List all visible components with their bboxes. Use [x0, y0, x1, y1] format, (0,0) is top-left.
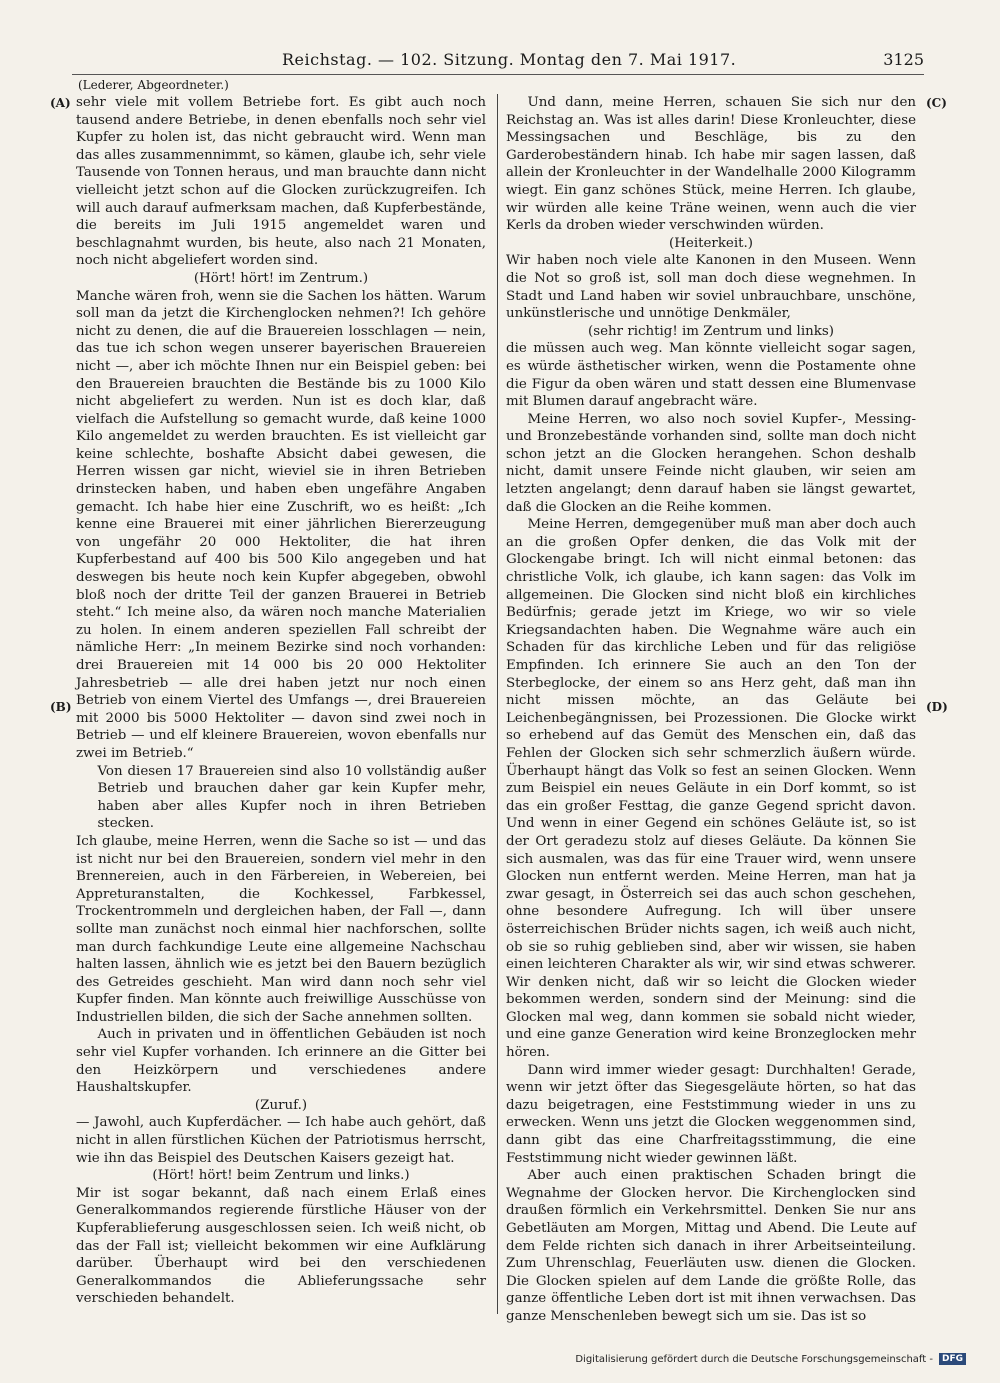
- paragraph: (Hört! hört! im Zentrum.): [193, 270, 369, 286]
- right-column: [506, 94, 916, 1326]
- margin-marker-b: (B): [50, 700, 72, 714]
- paragraph: (sehr richtig! im Zentrum und links): [588, 323, 834, 339]
- footer: [575, 1353, 966, 1365]
- footer-credit: Digitalisierung gefördert durch die Deutsche Forschungsgemeinschaft -: [575, 1353, 933, 1365]
- dfg-logo: DFG: [939, 1353, 966, 1365]
- paragraph: Und dann, meine Herren, schauen Sie sich nur den Reichstag an. Was ist alles darin! Diese Kronleuchter, diese Messingsachen und Beschläge, bis zu den Garderobeständern hinab. Ich habe mir sagen lassen, daß allein der Kronleuchter in der Wandelhalle 2000 Kilogramm wiegt. Ein ganz schönes Stück, meine Herren. Ich glaube, wir würden alle keine Träne weinen, wenn auch die vier Kerls da droben wieder verschwinden würden.: [506, 95, 916, 234]
- paragraph: Von diesen 17 Brauereien sind also 10 vollständig außer Betrieb und brauchen daher gar kein Kupfer mehr, haben aber alles Kupfer noch in ihren Betrieben stecken.: [97, 763, 486, 832]
- paragraph: Auch in privaten und in öffentlichen Gebäuden ist noch sehr viel Kupfer vorhanden. Ich erinnere an die Gitter bei den Heizkörpern und verschiedenes andere Haushaltskupfer.: [76, 1027, 486, 1096]
- paragraph: (Hört! hört! beim Zentrum und links.): [152, 1168, 410, 1184]
- paragraph: Ich glaube, meine Herren, wenn die Sache so ist — und das ist nicht nur bei den Brauereien, sondern viel mehr in den Brennereien, auch in den Färbereien, in Webereien, bei Appreturanstalten, die Kochkessel, Farbkessel, Trockentrommeln und dergleichen haben, der Fall —, dann sollte man zunächst noch einmal hier nachforschen, sollte man durch fachkundige Leute eine allgemeine Nachschau halten lassen, ähnlich wie es jetzt bei den Bauern bezüglich des Getreides geschieht. Man wird dann noch sehr viel Kupfer finden. Man könnte auch freiwillige Ausschüsse von Industriellen bilden, die sich der Sache annehmen sollten.: [76, 833, 486, 1025]
- margin-marker-d: (D): [926, 700, 948, 714]
- paragraph: (Heiterkeit.): [669, 235, 753, 251]
- paragraph: Aber auch einen praktischen Schaden bringt die Wegnahme der Glocken hervor. Die Kirchenglocken sind draußen förmlich ein Verkehrsmittel. Denken Sie nur ans Gebetläuten am Morgen, Mittag und Abend. Die Leute auf dem Felde richten sich danach in ihrer Arbeitseinteilung. Zum Uhrenschlag, Feuerläuten usw. dienen die Glocken. Die Glocken spielen auf dem Lande die größte Rolle, das ganze öffentliche Leben dort ist mit ihnen verwachsen. Das ganze Menschenleben bewegt sich um sie. Das ist so: [506, 1168, 916, 1324]
- column-divider: [497, 94, 498, 1314]
- paragraph: Meine Herren, demgegenüber muß man aber doch auch an die großen Opfer denken, die das Volk mit der Glockengabe bringt. Ich will nicht einmal betonen: das christliche Volk, ich glaube, ich kann sagen: das Volk im allgemeinen. Die Glocken sind nicht bloß ein kirchliches Bedürfnis; gerade jetzt im Kriege, wo wir so viele Kriegsandachten haben. Die Wegnahme wäre auch ein Schaden für das kirchliche Leben und für das religiöse Empfinden. Ich erinnere Sie auch an den Ton der Sterbeglocke, der einem so ans Herz geht, daß man ihn nicht missen möchte, an das Geläute bei Leichenbegängnissen, bei Prozessionen. Die Glocke wirkt so erhebend auf das Gemüt des Menschen ein, daß das Fehlen der Glocken sich sehr schmerzlich äußern würde. Überhaupt hängt das Volk so fest an seinen Glocken. Wenn zum Beispiel ein neues Geläute in ein Dorf kommt, so ist das ein großer Festtag, die ganze Gegend spricht davon. Und wenn in einer Gegend ein schönes Geläute ist, so ist der Ort geradezu stolz auf dieses Geläute. Da können Sie sich ausmalen, was das für eine Trauer wird, wenn unsere Glocken nun entfernt werden. Meine Herren, man hat ja zwar gesagt, in Österreich sei das auch schon geschehen, ohne besondere Aufregung. Ich will über unsere österreichischen Brüder nichts sagen, ich weiß auch nicht, ob sie so ruhig geblieben sind, aber wir wissen, sie haben einen leichteren Charakter als wir, wir sind etwas schwerer. Wir denken nicht, daß wir so leicht die Glocken wieder bekommen werden, sondern sind der Meinung: sind die Glocken mal weg, dann kommen sie sobald nicht wieder, und eine ganze Generation wird keine Bronzeglocken mehr hören.: [506, 517, 916, 1061]
- running-title: Reichstag. — 102. Sitzung. Montag den 7. Mai 1917.: [282, 50, 737, 69]
- margin-marker-c: (C): [926, 96, 947, 110]
- margin-marker-a: (A): [50, 96, 71, 110]
- page-header: [72, 48, 924, 76]
- speaker-label: (Lederer, Abgeordneter.): [78, 78, 229, 92]
- paragraph: Manche wären froh, wenn sie die Sachen los hätten. Warum soll man da jetzt die Kirchenglocken nehmen?! Ich gehöre nicht zu denen, die auf die Brauereien losschlagen — nein, das tue ich schon wegen unserer bayerischen Brauereien nicht —, aber ich möchte Ihnen nur ein Beispiel geben: bei den Brauereien brauchten die Bestände bis zu 1000 Kilo nicht abgeliefert zu werden. Nun ist es doch klar, daß vielfach die Aufstellung so gemacht wurde, daß keine 1000 Kilo angemeldet zu werden brauchten. Es ist vielleicht gar keine schlechte, boshafte Absicht dabei gewesen, die Herren wissen gar nicht, wieviel sie in ihren Betrieben drinstecken haben, und haben eben ungefähre Angaben gemacht. Ich habe hier eine Zuschrift, wo es heißt: „Ich kenne eine Brauerei mit einer jährlichen Biererzeugung von ungefähr 20 000 Hektoliter, die hat ihren Kupferbestand auf 400 bis 500 Kilo angegeben und hat deswegen bis heute noch kein Kupfer abgegeben, obwohl bloß noch der dritte Teil der ganzen Brauerei in Betrieb steht.“ Ich meine also, da wären noch manche Materialien zu holen. In einem anderen speziellen Fall schreibt der nämliche Herr: „In meinem Bezirke sind noch vorhanden: drei Brauereien mit 14 000 bis 20 000 Hektoliter Jahresbetrieb — alle drei haben jetzt nur noch einen Betrieb von einem Viertel des Umfangs —, drei Brauereien mit 2000 bis 5000 Hektoliter — davon sind zwei noch in Betrieb — und elf kleinere Brauereien, wovon ebenfalls nur zwei im Betrieb.“: [76, 288, 486, 761]
- paragraph: — Jawohl, auch Kupferdächer. — Ich habe auch gehört, daß nicht in allen fürstlichen Küchen der Patriotismus herrscht, wie ihn das Beispiel des Deutschen Kaisers gezeigt hat.: [76, 1115, 486, 1166]
- paragraph: Dann wird immer wieder gesagt: Durchhalten! Gerade, wenn wir jetzt öfter das Siegesgeläute hörten, so hat das dazu beigetragen, eine Feststimmung wieder in uns zu erwecken. Wenn uns jetzt die Glocken weggenommen sind, dann gibt das eine Charfreitagsstimmung, die eine Feststimmung nicht wieder gewinnen läßt.: [506, 1062, 916, 1166]
- page-number: 3125: [883, 50, 924, 69]
- paragraph: (Zuruf.): [254, 1097, 308, 1113]
- header-rule: [72, 74, 924, 75]
- paragraph: sehr viele mit vollem Betriebe fort. Es gibt auch noch tausend andere Betriebe, in denen ebenfalls noch sehr viel Kupfer zu holen ist, das nicht gebraucht wird. Wenn man das alles zusammennimmt, so kämen, glaube ich, sehr viele Tausende von Tonnen heraus, und man brauchte dann nicht vielleicht jetzt schon auf die Glocken zurückzugreifen. Ich will auch darauf aufmerksam machen, daß Kupferbestände, die bereits im Juli 1915 angemeldet waren und beschlagnahmt wurden, bis heute, also nach 21 Monaten, noch nicht abgeliefert worden sind.: [76, 95, 486, 269]
- paragraph: Mir ist sogar bekannt, daß nach einem Erlaß eines Generalkommandos regierende fürstliche Häuser von der Kupferablieferung ausgeschlossen seien. Ich weiß nicht, ob das der Fall ist; vielleicht bekommen wir eine Aufklärung darüber. Überhaupt wird bei den verschiedenen Generalkommandos die Ablieferungssache sehr verschieden behandelt.: [76, 1185, 486, 1307]
- paragraph: die müssen auch weg. Man könnte vielleicht sogar sagen, es würde ästhetischer wirken, wenn die Postamente ohne die Figur da oben wären und statt dessen eine Blumenvase mit Blumen darauf angebracht wäre.: [506, 341, 916, 410]
- paragraph: Wir haben noch viele alte Kanonen in den Museen. Wenn die Not so groß ist, soll man doch diese wegnehmen. In Stadt und Land haben wir soviel unbrauchbare, unschöne, unkünstlerische und unnötige Denkmäler,: [506, 253, 916, 322]
- left-column: [76, 94, 486, 1308]
- paragraph: Meine Herren, wo also noch soviel Kupfer-, Messing- und Bronzebestände vorhanden sind, sollte man doch nicht schon jetzt an die Glocken herangehen. Schon deshalb nicht, damit unsere Feinde nicht glauben, wir seien am letzten angelangt; denn darauf haben sie längst gewartet, daß die Glocken an die Reihe kommen.: [506, 411, 916, 515]
